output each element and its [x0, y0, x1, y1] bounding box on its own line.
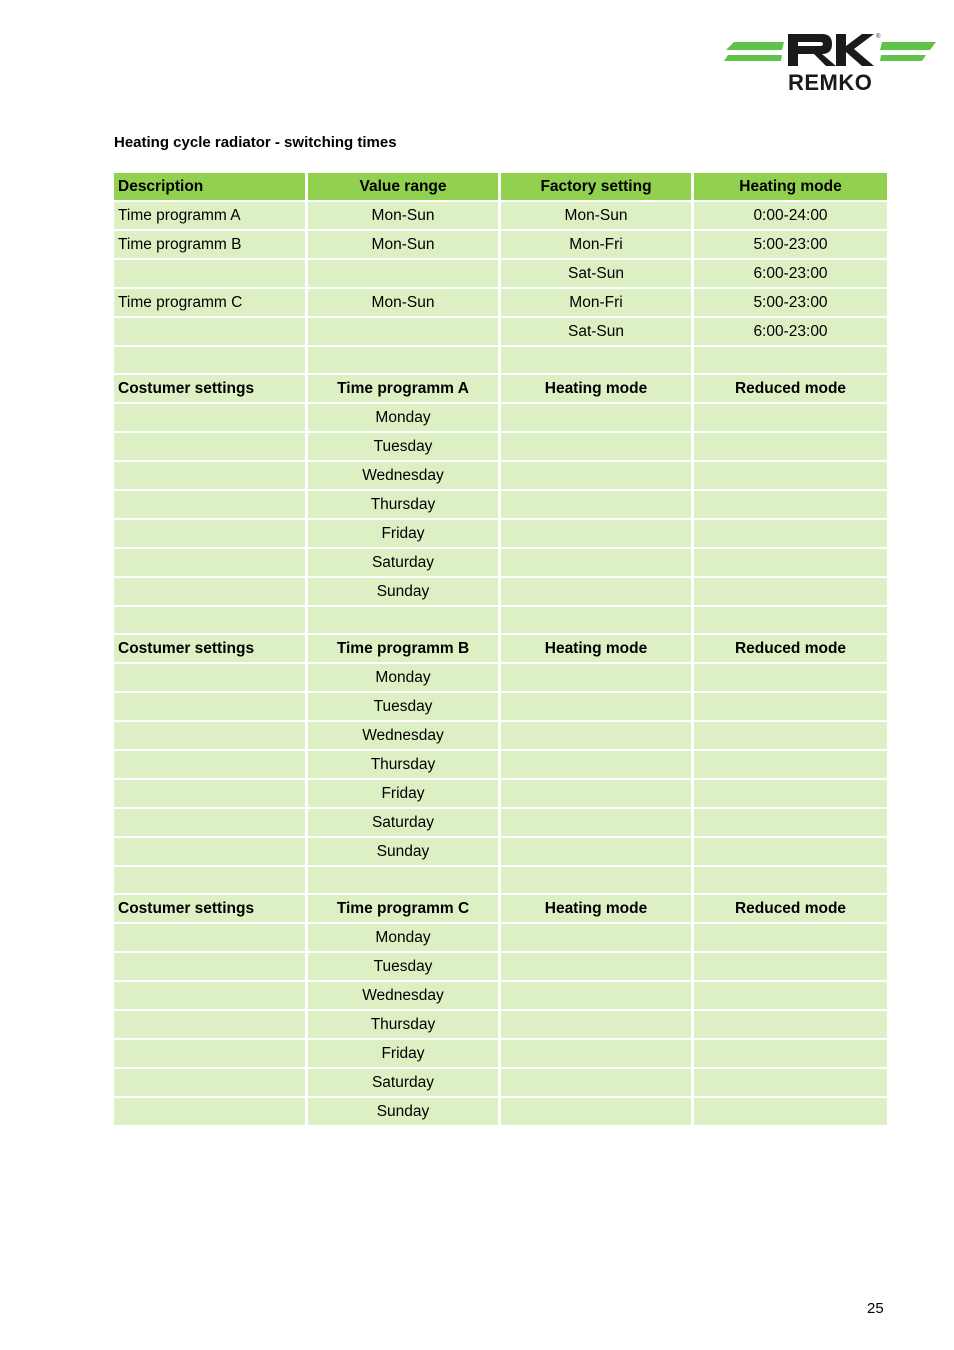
table-cell: [114, 838, 308, 867]
table-header-row: [114, 173, 887, 202]
table-cell: Sunday: [308, 838, 501, 867]
table-cell: [114, 867, 308, 895]
day-row: [114, 924, 887, 953]
table-cell: Wednesday: [308, 722, 501, 751]
table-cell: Thursday: [308, 751, 501, 780]
table-cell: Reduced mode: [694, 375, 887, 404]
customer-settings-header-row: [114, 635, 887, 664]
page-title: Heating cycle radiator - switching times: [114, 134, 397, 151]
table-cell: [114, 607, 308, 635]
table-cell: [114, 1069, 308, 1098]
table-cell: 6:00-23:00: [694, 318, 887, 347]
table-cell: Time programm A: [114, 202, 308, 231]
table-cell: Monday: [308, 664, 501, 693]
day-row: [114, 1040, 887, 1069]
spacer-row: [114, 607, 887, 635]
table-cell: Wednesday: [308, 462, 501, 491]
table-cell: [501, 780, 694, 809]
table-cell: [501, 404, 694, 433]
table-cell: Friday: [308, 780, 501, 809]
table-cell: [694, 578, 887, 607]
table-cell: Reduced mode: [694, 895, 887, 924]
table-cell: [501, 664, 694, 693]
day-row: [114, 722, 887, 751]
day-row: [114, 953, 887, 982]
table-cell: [114, 1011, 308, 1040]
table-cell: Costumer settings: [114, 635, 308, 664]
table-cell: Mon-Fri: [501, 289, 694, 318]
day-row: [114, 1069, 887, 1098]
table-cell: Time programm C: [114, 289, 308, 318]
table-cell: [694, 982, 887, 1011]
table-cell: Tuesday: [308, 953, 501, 982]
table-cell: [114, 924, 308, 953]
table-cell: [501, 838, 694, 867]
table-cell: Heating mode: [501, 895, 694, 924]
table-cell: [501, 809, 694, 838]
table-cell: Sat-Sun: [501, 318, 694, 347]
table-cell: 5:00-23:00: [694, 289, 887, 318]
table-cell: 6:00-23:00: [694, 260, 887, 289]
switching-times-table: [114, 173, 887, 1127]
factory-row: [114, 289, 887, 318]
table-cell: [114, 404, 308, 433]
table-cell: Sunday: [308, 1098, 501, 1127]
day-row: [114, 809, 887, 838]
table-cell: [114, 491, 308, 520]
table-cell: [501, 433, 694, 462]
table-cell: Friday: [308, 1040, 501, 1069]
table-cell: [114, 982, 308, 1011]
factory-row: [114, 318, 887, 347]
table-cell: [114, 780, 308, 809]
table-cell: [694, 433, 887, 462]
table-cell: [114, 462, 308, 491]
table-cell: Saturday: [308, 549, 501, 578]
factory-row: [114, 202, 887, 231]
table-cell: Sunday: [308, 578, 501, 607]
table-cell: [694, 1098, 887, 1127]
table-cell: [308, 867, 501, 895]
table-cell: [114, 1040, 308, 1069]
table-cell: [694, 780, 887, 809]
factory-row: [114, 231, 887, 260]
table-cell: [694, 722, 887, 751]
table-cell: [501, 1098, 694, 1127]
day-row: [114, 549, 887, 578]
table-cell: Mon-Fri: [501, 231, 694, 260]
table-cell: Heating mode: [694, 173, 887, 202]
svg-text:®: ®: [876, 34, 881, 40]
table-cell: [114, 664, 308, 693]
table-cell: [694, 549, 887, 578]
factory-row: [114, 347, 887, 375]
table-cell: [501, 693, 694, 722]
table-cell: Costumer settings: [114, 375, 308, 404]
table-cell: Monday: [308, 404, 501, 433]
table-cell: Time programm B: [308, 635, 501, 664]
table-cell: [501, 1069, 694, 1098]
table-cell: Factory setting: [501, 173, 694, 202]
table-cell: [694, 1069, 887, 1098]
table-cell: [694, 1011, 887, 1040]
table-cell: Saturday: [308, 1069, 501, 1098]
day-row: [114, 982, 887, 1011]
day-row: [114, 578, 887, 607]
table-cell: [114, 433, 308, 462]
table-cell: [694, 520, 887, 549]
table-cell: 5:00-23:00: [694, 231, 887, 260]
customer-settings-header-row: [114, 375, 887, 404]
table-cell: [694, 867, 887, 895]
table-cell: Mon-Sun: [308, 202, 501, 231]
table-cell: Tuesday: [308, 693, 501, 722]
factory-row: [114, 260, 887, 289]
day-row: [114, 1011, 887, 1040]
table-cell: [694, 607, 887, 635]
table-cell: [114, 693, 308, 722]
table-cell: [114, 520, 308, 549]
table-cell: Value range: [308, 173, 501, 202]
customer-settings-header-row: [114, 895, 887, 924]
table-cell: [308, 260, 501, 289]
table-cell: [114, 722, 308, 751]
table-cell: [694, 953, 887, 982]
table-cell: [501, 722, 694, 751]
table-cell: [501, 347, 694, 375]
table-cell: Sat-Sun: [501, 260, 694, 289]
table-cell: Monday: [308, 924, 501, 953]
table-cell: Mon-Sun: [308, 289, 501, 318]
table-cell: [114, 1098, 308, 1127]
table-cell: Mon-Sun: [501, 202, 694, 231]
table-cell: Time programm C: [308, 895, 501, 924]
table-cell: [114, 549, 308, 578]
day-row: [114, 664, 887, 693]
day-row: [114, 751, 887, 780]
page-number: 25: [867, 1300, 884, 1317]
table-cell: [501, 607, 694, 635]
table-cell: [501, 924, 694, 953]
table-cell: Mon-Sun: [308, 231, 501, 260]
table-cell: [114, 578, 308, 607]
spacer-row: [114, 867, 887, 895]
table-cell: [308, 607, 501, 635]
table-cell: [501, 1011, 694, 1040]
table-cell: Costumer settings: [114, 895, 308, 924]
table-cell: [694, 924, 887, 953]
day-row: [114, 433, 887, 462]
table-cell: [501, 462, 694, 491]
table-cell: [114, 260, 308, 289]
table-cell: Heating mode: [501, 375, 694, 404]
table-cell: Description: [114, 173, 308, 202]
brand-wordmark: REMKO: [788, 70, 873, 94]
table-cell: [694, 751, 887, 780]
table-cell: Friday: [308, 520, 501, 549]
table-cell: [501, 867, 694, 895]
table-cell: Time programm B: [114, 231, 308, 260]
table-cell: [308, 318, 501, 347]
day-row: [114, 1098, 887, 1127]
table-cell: [501, 1040, 694, 1069]
table-cell: [501, 751, 694, 780]
table-cell: [501, 953, 694, 982]
day-row: [114, 404, 887, 433]
day-row: [114, 838, 887, 867]
table-cell: [694, 664, 887, 693]
table-cell: [114, 809, 308, 838]
table-cell: [694, 809, 887, 838]
table-cell: [694, 462, 887, 491]
table-cell: Reduced mode: [694, 635, 887, 664]
remko-logo: [724, 30, 938, 94]
table-cell: [501, 982, 694, 1011]
table-cell: [114, 318, 308, 347]
table-cell: Thursday: [308, 491, 501, 520]
day-row: [114, 462, 887, 491]
table-cell: [501, 549, 694, 578]
table-cell: Wednesday: [308, 982, 501, 1011]
table-cell: Tuesday: [308, 433, 501, 462]
table-cell: [114, 347, 308, 375]
day-row: [114, 780, 887, 809]
table-cell: [501, 491, 694, 520]
day-row: [114, 520, 887, 549]
table-cell: [694, 838, 887, 867]
table-cell: [694, 1040, 887, 1069]
table-cell: [501, 520, 694, 549]
table-cell: [308, 347, 501, 375]
table-cell: [694, 404, 887, 433]
table-cell: [114, 953, 308, 982]
table-cell: Heating mode: [501, 635, 694, 664]
day-row: [114, 693, 887, 722]
table-cell: 0:00-24:00: [694, 202, 887, 231]
table-cell: [694, 693, 887, 722]
table-cell: [114, 751, 308, 780]
table-cell: Thursday: [308, 1011, 501, 1040]
day-row: [114, 491, 887, 520]
table-cell: [501, 578, 694, 607]
table-cell: Time programm A: [308, 375, 501, 404]
table-cell: [694, 347, 887, 375]
table-cell: [694, 491, 887, 520]
table-cell: Saturday: [308, 809, 501, 838]
